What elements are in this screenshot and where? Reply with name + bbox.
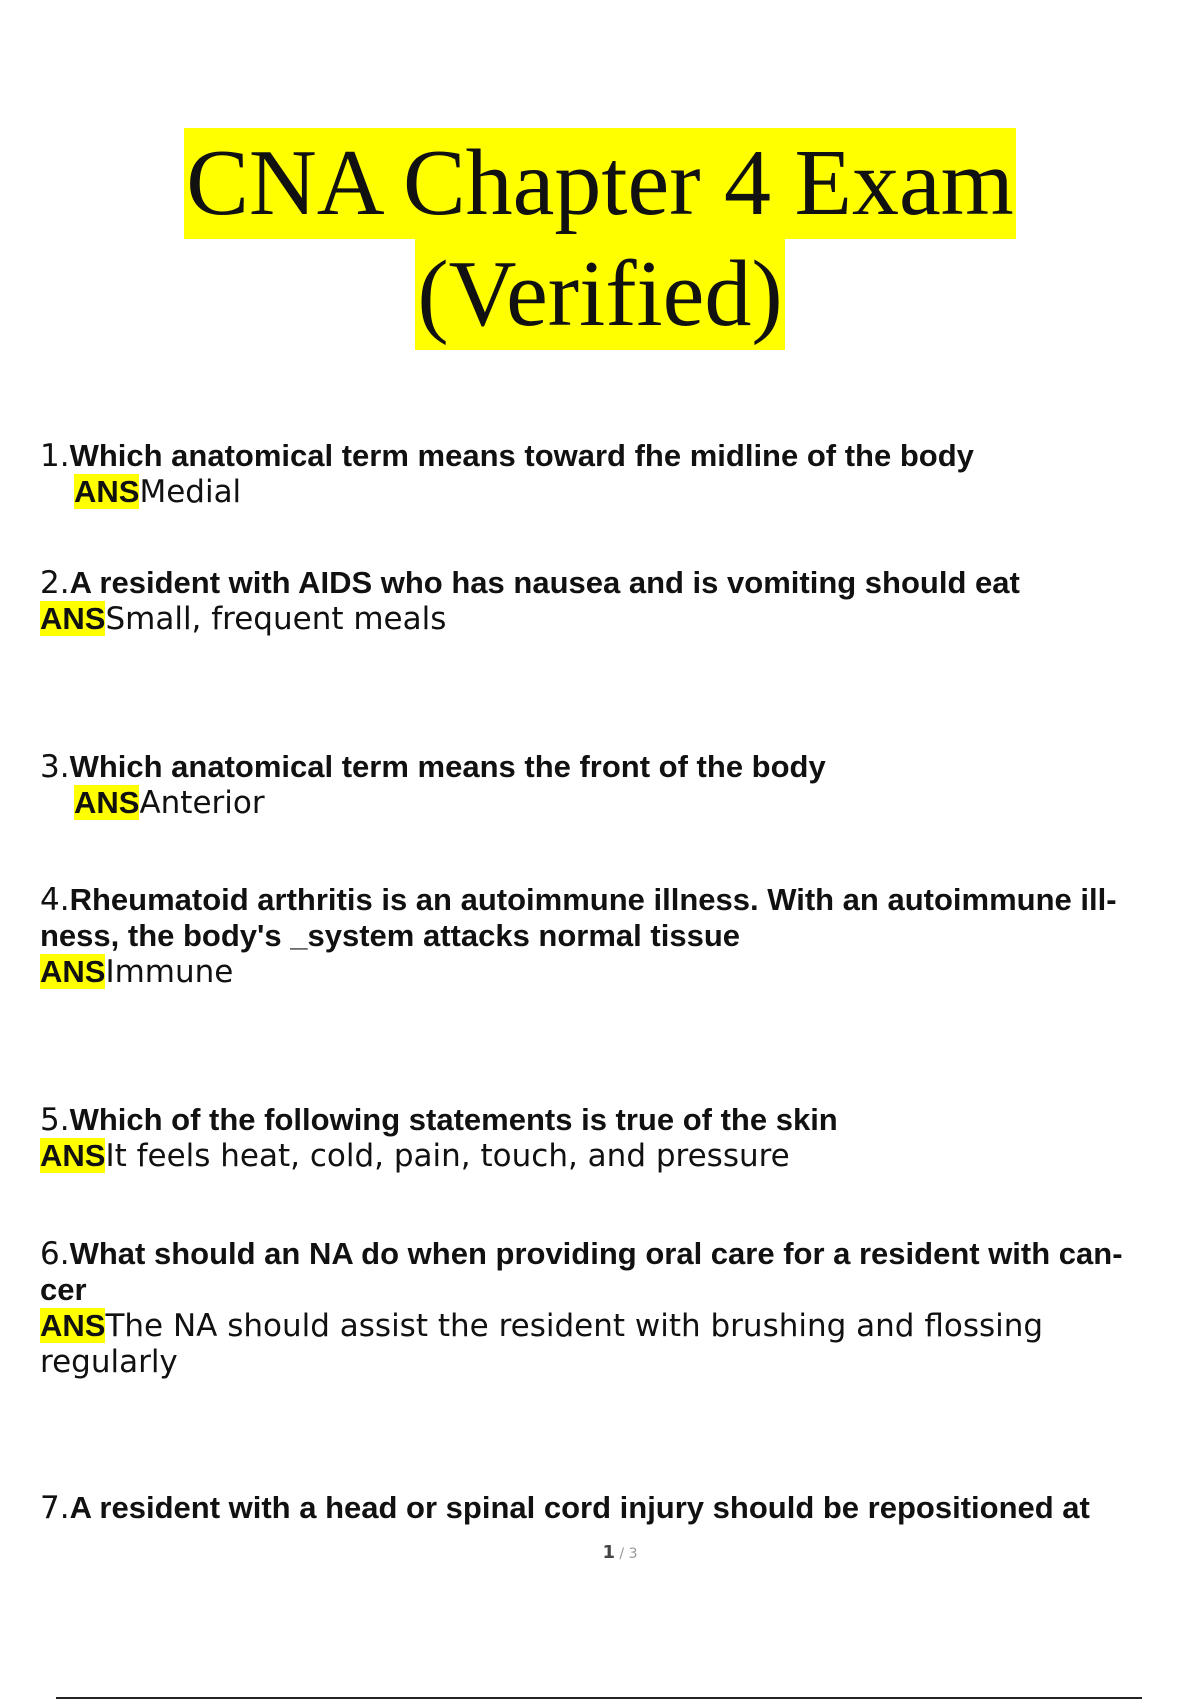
question-text: What should an NA do when providing oral care for a resident with can- cer [40,1236,1123,1307]
question-number: 3. [40,749,70,785]
current-page: 1 [602,1542,615,1563]
answer-line [40,601,1150,637]
question-7 [40,1490,1150,1526]
answer-label: ANS [40,954,106,989]
question-number: 7. [40,1490,70,1526]
question-4 [40,882,1150,990]
answer-label: ANS [40,1138,106,1173]
answer-text: It feels heat, cold, pain, touch, and pressure [105,1138,790,1174]
answer-line [40,1308,1150,1380]
answer-text: Immune [105,954,234,990]
question-text: Which of the following statements is true of the skin [69,1102,838,1137]
page-separator: / [614,1546,629,1562]
answer-text: Small, frequent meals [105,601,447,637]
question-number: 5. [40,1102,70,1138]
question-3 [40,749,1150,821]
question-text: A resident with AIDS who has nausea and is vomiting should eat [69,565,1020,600]
answer-text: Medial [139,474,242,510]
answer-label: ANS [74,474,140,509]
page-bottom-divider [56,1697,1142,1699]
answer-text: The NA should assist the resident with brushing and flossing regularly [40,1308,1044,1380]
question-number: 6. [40,1236,70,1272]
question-text: Which anatomical term means toward fhe midline of the body [69,438,974,473]
question-number: 4. [40,882,70,918]
answer-label: ANS [40,601,106,636]
question-2 [40,565,1150,637]
question-number: 2. [40,565,70,601]
answer-line [40,474,1150,510]
answer-label: ANS [40,1308,106,1343]
answer-line [40,1138,1150,1174]
answer-text: Anterior [139,785,265,821]
title-line-1: CNA Chapter 4 Exam [184,128,1016,239]
question-text: Rheumatoid arthritis is an autoimmune illness. With an autoimmune ill- ness, the body's _system attacks normal tissue [40,882,1117,953]
question-text: A resident with a head or spinal cord injury should be repositioned at [69,1490,1090,1525]
question-5 [40,1102,1150,1174]
title-line-2: (Verified) [415,239,784,350]
question-6 [40,1236,1150,1380]
answer-label: ANS [74,785,140,820]
question-text: Which anatomical term means the front of the body [69,749,826,784]
question-number: 1. [40,438,70,474]
answer-line [40,785,1150,821]
page-number [0,1542,1200,1563]
document-title [0,128,1200,350]
question-1 [40,438,1150,510]
total-pages: 3 [628,1546,638,1562]
answer-line [40,954,1150,990]
